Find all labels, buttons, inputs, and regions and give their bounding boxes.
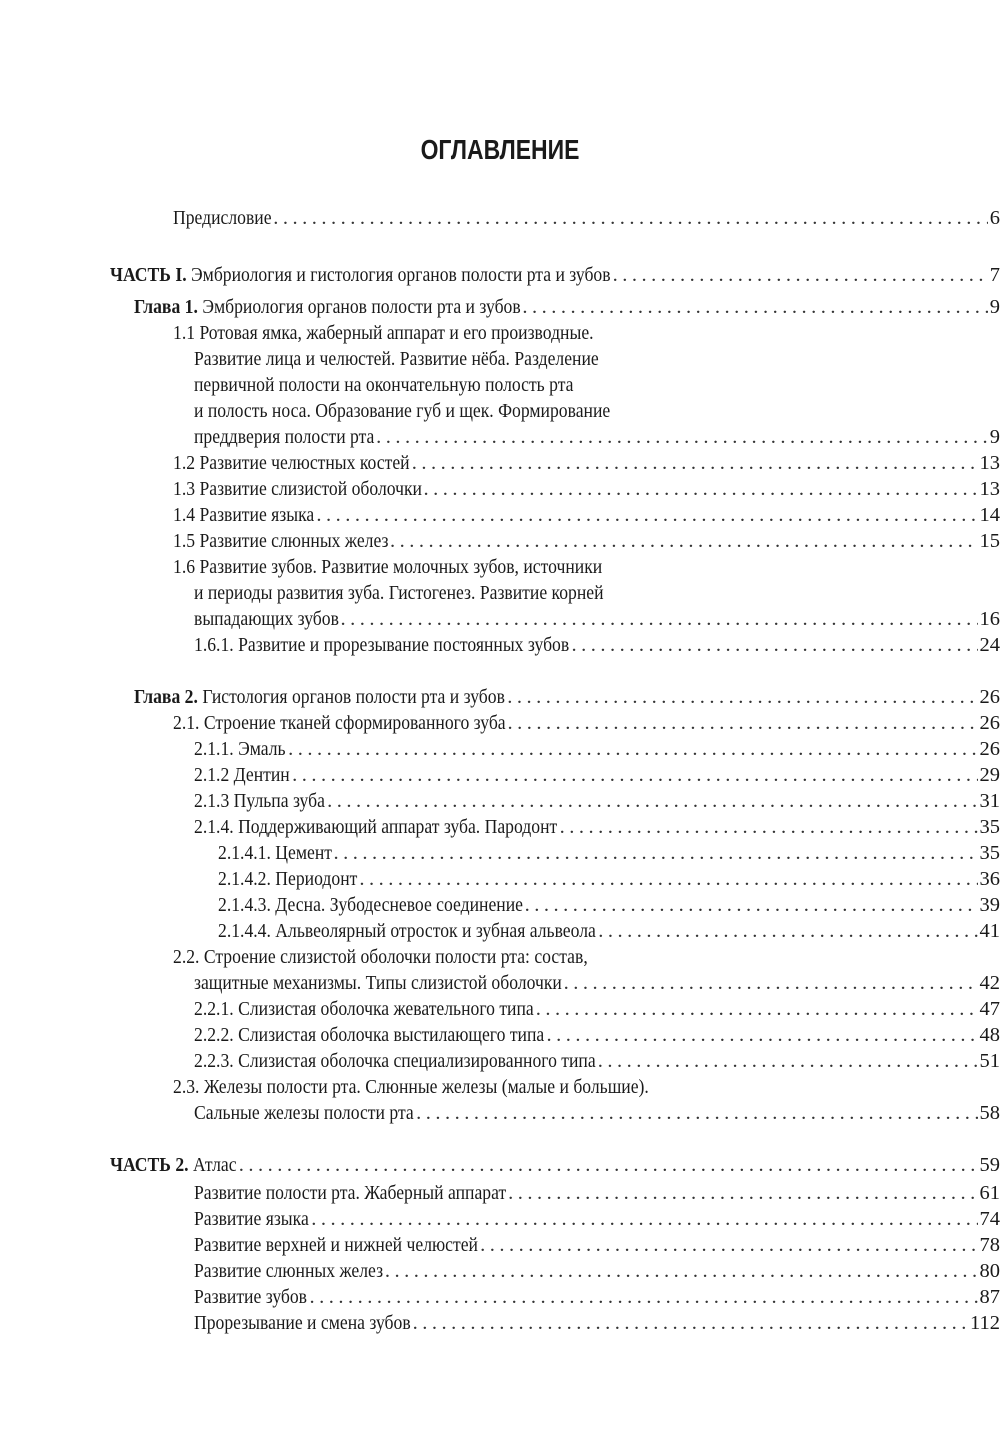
toc-entry-label: преддверия полости рта [194,426,375,448]
toc-entry-label: Развитие полости рта. Жаберный аппарат [194,1182,507,1204]
leader-dots [478,1232,977,1258]
toc-entry-2-1-2[interactable] [194,762,1000,788]
toc-page-number: 26 [979,712,1000,734]
toc-entry-label: 2.1.1. Эмаль [194,738,286,760]
toc-entry-1-1[interactable] [194,424,1000,450]
toc-entry-label: выпадающих зубов [194,608,339,630]
leader-dots [520,294,987,320]
toc-entry-part2[interactable] [110,1152,1000,1178]
toc-entry-2-1-3[interactable] [194,788,1000,814]
toc-entry-label: Развитие верхней и нижней челюстей [194,1234,478,1256]
chapter-prefix: Глава 1. [134,296,198,318]
toc-entry-atlas-6[interactable] [194,1310,1000,1336]
leader-dots [505,710,977,736]
toc-entry-2-1-4-3[interactable] [218,892,1000,918]
toc-page-number: 78 [979,1234,1000,1256]
toc-entry-label: 2.1.4.1. Цемент [218,842,332,864]
toc-page-number: 26 [979,738,1000,760]
toc-entry-line: первичной полости на окончательную полость рта [194,374,574,396]
toc-entry-line: и полость носа. Образование губ и щек. Формирование [194,400,611,422]
toc-entry-atlas-3[interactable] [194,1232,1000,1258]
leader-dots [309,1206,977,1232]
toc-page-number: 61 [979,1182,1000,1204]
toc-entry-2-2-3[interactable] [194,1048,1000,1074]
leader-dots [534,996,978,1022]
toc-page-number: 112 [970,1312,1000,1334]
toc-page-number: 26 [979,686,1000,708]
toc-page-number: 13 [979,452,1000,474]
toc-entry-label: 1.2 Развитие челюстных костей [173,452,410,474]
toc-entry-line[interactable]: 1.1 Ротовая ямка, жаберный аппарат и его производные. [173,322,594,344]
toc-entry-atlas-1[interactable] [194,1180,1000,1206]
toc-entry-1-4[interactable] [173,502,1000,528]
toc-entry-2-1[interactable] [173,710,1000,736]
toc-entry-line[interactable]: 1.6 Развитие зубов. Развитие молочных зубов, источники [173,556,603,578]
leader-dots [558,814,978,840]
leader-dots [422,476,978,502]
toc-entry-line[interactable]: 2.2. Строение слизистой оболочки полости рта: состав, [173,946,588,968]
toc-entry-2-2[interactable] [194,970,1000,996]
toc-entry-label: 2.1.4. Поддерживающий аппарат зуба. Пародонт [194,816,558,838]
leader-dots [596,1048,978,1074]
toc-page-number: 39 [979,894,1000,916]
toc-entry-label [134,684,505,710]
leader-dots [271,205,988,231]
toc-entry-label [110,262,611,288]
chapter-title: Гистология органов полости рта и зубов [202,686,505,708]
toc-page-number: 48 [979,1024,1000,1046]
toc-page-number: 29 [979,764,1000,786]
leader-dots [237,1152,978,1178]
toc-entry-label: 1.6.1. Развитие и прорезывание постоянных зубов [194,634,570,656]
toc-entry-2-1-4-1[interactable] [218,840,1000,866]
toc-entry-label: 2.2.1. Слизистая оболочка жевательного типа [194,998,534,1020]
leader-dots [410,450,978,476]
part-title: Эмбриология и гистология органов полости рта и зубов [191,264,611,286]
leader-dots [414,1100,977,1126]
toc-entry-label: защитные механизмы. Типы слизистой оболочки [194,972,562,994]
leader-dots [286,736,977,762]
toc-page-number: 15 [979,530,1000,552]
leader-dots [338,606,977,632]
toc-page-number: 7 [989,264,1000,286]
toc-entry-label: 2.1.4.4. Альвеолярный отросток и зубная альвеола [218,920,596,942]
part-prefix: ЧАСТЬ 2. [110,1154,189,1176]
toc-entry-label: Развитие языка [194,1208,309,1230]
chapter-prefix: Глава 2. [134,686,198,708]
toc-entry-label: 2.2.3. Слизистая оболочка специализированного типа [194,1050,596,1072]
leader-dots [562,970,978,996]
toc-page-number: 35 [979,816,1000,838]
toc-entry-2-1-4-4[interactable] [218,918,1000,944]
toc-entry-2-2-2[interactable] [194,1022,1000,1048]
leader-dots [325,788,977,814]
leader-dots [596,918,977,944]
toc-entry-label: Прорезывание и смена зубов [194,1312,411,1334]
leader-dots [314,502,977,528]
toc-entry-label: 1.3 Развитие слизистой оболочки [173,478,422,500]
toc-entry-label: 2.1.4.2. Периодонт [218,868,358,890]
toc-entry-label: Развитие слюнных желез [194,1260,384,1282]
toc-entry-1-6[interactable] [194,606,1000,632]
leader-dots [374,424,988,450]
toc-entry-2-1-4[interactable] [194,814,1000,840]
toc-page-number: 35 [979,842,1000,864]
toc-page-number: 74 [979,1208,1000,1230]
toc-page-number: 16 [979,608,1000,630]
toc-entry-2-2-1[interactable] [194,996,1000,1022]
toc-entry-line[interactable]: 2.3. Железы полости рта. Слюнные железы (малые и большие). [173,1076,649,1098]
toc-page-number: 31 [979,790,1000,812]
toc-entry-chapter2[interactable] [134,684,1000,710]
leader-dots [505,684,977,710]
toc-page-number: 36 [979,868,1000,890]
page-title: ОГЛАВЛЕНИЕ [420,134,580,165]
toc-entry-label: 2.2.2. Слизистая оболочка выстилающего типа [194,1024,545,1046]
toc-entry-part1[interactable] [110,262,1000,288]
leader-dots [332,840,978,866]
leader-dots [307,1284,977,1310]
toc-entry-label: 2.1.2 Дентин [194,764,290,786]
part-title: Атлас [192,1154,237,1176]
leader-dots [506,1180,977,1206]
toc-entry-2-1-4-2[interactable] [218,866,1000,892]
toc-entry-label: Сальные железы полости рта [194,1102,414,1124]
part-prefix: ЧАСТЬ I. [110,264,187,286]
toc-page-number: 41 [979,920,1000,942]
leader-dots [383,1258,978,1284]
toc-page-number: 87 [979,1286,1000,1308]
toc-page-number: 51 [979,1050,1000,1072]
leader-dots [523,892,978,918]
toc-entry-label: 2.1.3 Пульпа зуба [194,790,325,812]
toc-page-number: 47 [979,998,1000,1020]
toc-page-number: 14 [979,504,1000,526]
toc-entry-atlas-4[interactable] [194,1258,1000,1284]
toc-entry-label: 2.1. Строение тканей сформированного зуба [173,712,506,734]
toc-entry-chapter1[interactable] [134,294,1000,320]
toc-entry-label [134,294,521,320]
toc-entry-label: Развитие зубов [194,1286,308,1308]
toc-entry-line: Развитие лица и челюстей. Развитие нёба. Разделение [194,348,599,370]
leader-dots [388,528,977,554]
leader-dots [290,762,977,788]
toc-page-number: 13 [979,478,1000,500]
toc-entry-label: 2.1.4.3. Десна. Зубодесневое соединение [218,894,523,916]
toc-page-number: 58 [979,1102,1000,1124]
toc-entry-2-3[interactable] [194,1100,1000,1126]
toc-page-number: 6 [989,207,1000,229]
toc-page-number: 9 [989,426,1000,448]
toc-page-number: 59 [979,1154,1000,1176]
toc-page-number: 24 [979,634,1000,656]
toc-entry-label [110,1152,237,1178]
toc-page-number: 42 [979,972,1000,994]
toc-entry-1-6-1[interactable] [194,632,1000,658]
leader-dots [611,262,988,288]
toc-entry-1-3[interactable] [173,476,1000,502]
toc-entry-line: и периоды развития зуба. Гистогенез. Развитие корней [194,582,604,604]
toc-entry-preface[interactable] [173,205,1000,231]
leader-dots [357,866,977,892]
toc-entry-label: 1.4 Развитие языка [173,504,315,526]
leader-dots [569,632,977,658]
toc-entry-label: Предисловие [173,207,272,229]
toc-entry-2-1-1[interactable] [194,736,1000,762]
leader-dots [544,1022,977,1048]
toc-entry-1-2[interactable] [173,450,1000,476]
toc-page-number: 80 [979,1260,1000,1282]
toc-page-number: 9 [989,296,1000,318]
toc-entry-atlas-5[interactable] [194,1284,1000,1310]
chapter-title: Эмбриология органов полости рта и зубов [202,296,521,318]
toc-entry-1-5[interactable] [173,528,1000,554]
leader-dots [411,1310,968,1336]
toc-entry-atlas-2[interactable] [194,1206,1000,1232]
toc-entry-label: 1.5 Развитие слюнных желез [173,530,389,552]
